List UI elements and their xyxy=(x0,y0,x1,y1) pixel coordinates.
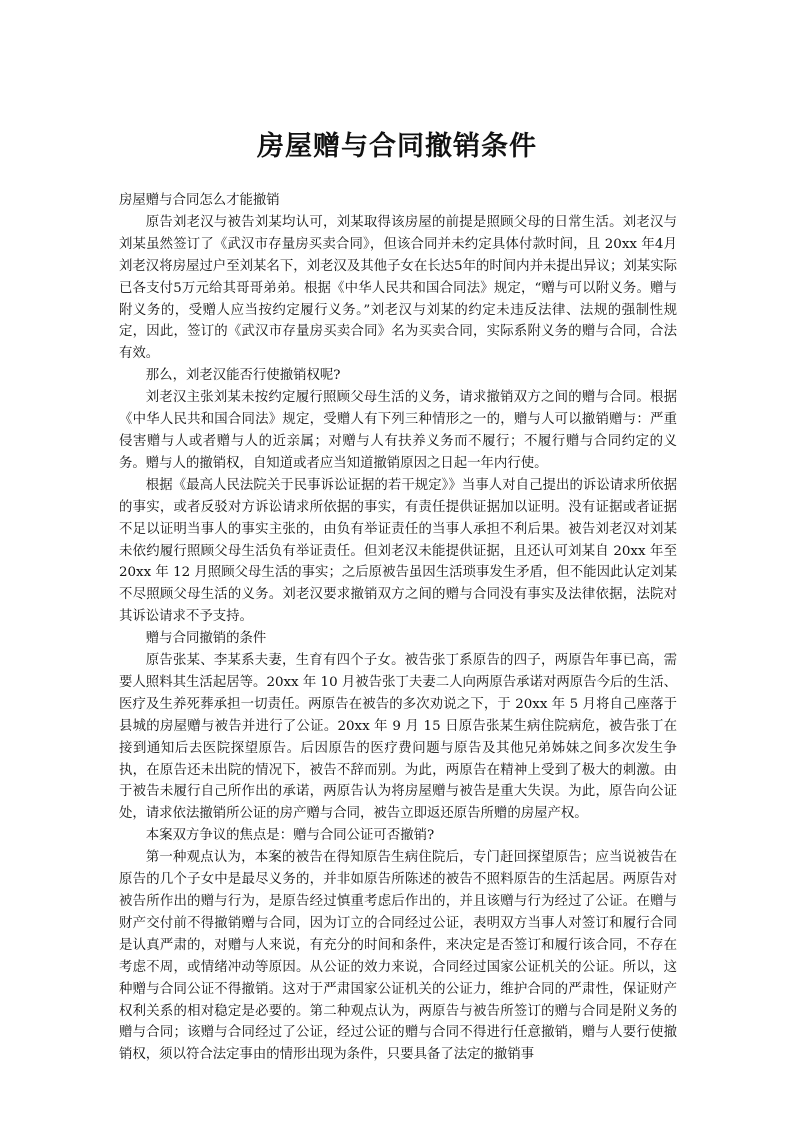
body-paragraph: 根据《最高人民法院关于民事诉讼证据的若干规定》》当事人对自己提出的诉讼请求所依据的事实，或者反驳对方诉讼请求所依据的事实，有责任提供证据加以证明。没有证据或者证据不足以证明当事人的事实主张的，由负有举证责任的当事人承担不利后果。被告刘老汉对刘某未依约履行照顾父母生活负有举证责任。但刘老汉未能提供证据，且还认可刘某自 20xx 年至 20xx 年 12 月照顾父母生活的事实；之后原被告虽因生活琐事发生矛盾，但不能因此认定刘某不尽照顾父母生活的义务。刘老汉要求撤销双方之间的赠与合同没有事实及法律依据，法院对其诉讼请求不予支持。 xyxy=(119,477,677,625)
document-title: 房屋赠与合同撤销条件 xyxy=(257,131,537,162)
section-heading: 房屋赠与合同怎么才能撤销 xyxy=(119,193,280,208)
body-paragraph: 本案双方争议的焦点是：赠与合同公证可否撤销? xyxy=(145,828,435,844)
body-paragraph: 那么，刘老汉能否行使撤销权呢? xyxy=(145,368,341,384)
body-paragraph: 第一种观点认为，本案的被告在得知原告生病住院后，专门赶回探望原告；应当说被告在原告的几个子女中是最尽义务的，并非如原告所陈述的被告不照料原告的生活起居。两原告对被告所作出的赠与行为，是原告经过慎重考虑后作出的，并且该赠与行为经过了公证。在赠与财产交付前不得撤销赠与合同，因为订立的合同经过公证，表明双方当事人对签订和履行合同是认真严肃的，对赠与人来说，有充分的时间和条件，来决定是否签订和履行该合同，不存在考虑不周，或情绪冲动等原因。从公证的效力来说，合同经过国家公证机关的公证。所以，这种赠与合同公证不得撤销。这对于严肃国家公证机关的公证力，维护合同的严肃性，保证财产权利关系的相对稳定是必要的。第二种观点认为，两原告与被告所签订的赠与合同是附义务的赠与合同；该赠与合同经过了公证，经过公证的赠与合同不得进行任意撤销，赠与人要行使撤销权，须以符合法定事由的情形出现为条件，只要具备了法定的撤销事 xyxy=(119,850,677,1063)
body-paragraph: 原告张某、李某系夫妻，生育有四个子女。被告张丁系原告的四子，两原告年事已高，需要人照料其生活起居等。20xx 年 10 月被告张丁夫妻二人向两原告承诺对两原告今后的生活、医疗及生养死葬承担一切责任。两原告在被告的多次劝说之下，于 20xx 年 5 月将自己座落于县城的房屋赠与被告并进行了公证。20xx 年 9 月 15 日原告张某生病住院病危，被告张丁在接到通知后去医院探望原告。后因原告的医疗费问题与原告及其他兄弟姊妹之间多次发生争执，在原告还未出院的情况下，被告不辞而别。为此，两原告在精神上受到了极大的刺激。由于被告未履行自己所作出的承诺，两原告认为将房屋赠与被告是重大失误。为此，原告向公证处，请求依法撤销所公证的房产赠与合同，被告立即返还原告所赠的房屋产权。 xyxy=(119,653,677,822)
document-body xyxy=(119,190,677,1066)
body-paragraph: 刘老汉主张刘某未按约定履行照顾父母生活的义务，请求撤销双方之间的赠与合同。根据《中华人民共和国合同法》规定，受赠人有下列三种情形之一的，赠与人可以撤销赠与：严重侵害赠与人或者赠与人的近亲属；对赠与人有扶养义务而不履行；不履行赠与合同约定的义务。赠与人的撤销权，自知道或者应当知道撤销原因之日起一年内行使。 xyxy=(119,390,677,471)
body-paragraph: 赠与合同撤销的条件 xyxy=(145,631,267,647)
body-paragraph: 原告刘老汉与被告刘某均认可，刘某取得该房屋的前提是照顾父母的日常生活。刘老汉与刘某虽然签订了《武汉市存量房买卖合同》，但该合同并未约定具体付款时间，且 20xx 年4月刘老汉将房屋过户至刘某名下，刘老汉及其他子女在长达5年的时间内并未提出异议；刘某实际已各支付5万元给其哥哥弟弟。根据《中华人民共和国合同法》规定，“赠与可以附义务。赠与附义务的，受赠人应当按约定履行义务。”刘老汉与刘某的约定未违反法律、法规的强制性规定，因此，签订的《武汉市存量房买卖合同》名为买卖合同，实际系附义务的赠与合同，合法有效。 xyxy=(119,214,677,362)
